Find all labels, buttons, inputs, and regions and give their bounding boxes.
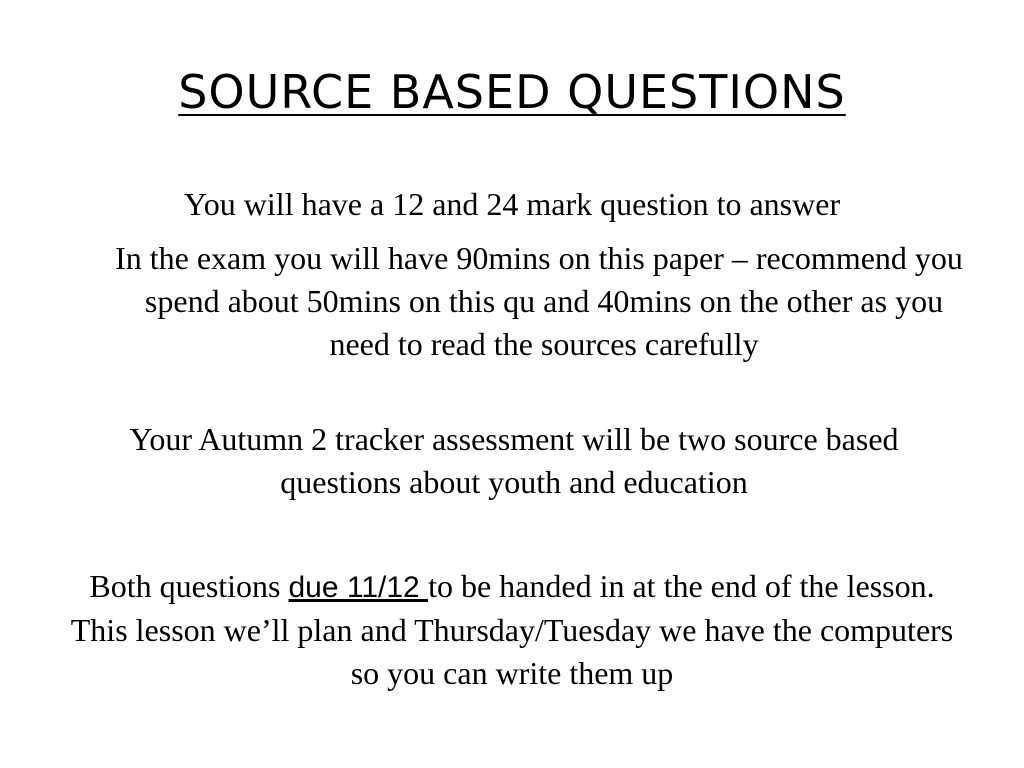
- due-date-text: due 11/12: [288, 571, 429, 604]
- slide-title-text: SOURCE BASED QUESTIONS: [178, 65, 846, 119]
- slide-title: [0, 62, 1024, 122]
- paragraph-exam-timing: In the exam you will have 90mins on this paper – recommend you spend about 50mins on this qu and 40mins on the other as you need to read the sources carefully: [115, 240, 963, 362]
- due-intro-text: Both questions: [89, 568, 289, 604]
- paragraph-question-marks: You will have a 12 and 24 mark question to answer: [183, 186, 841, 222]
- due-details-text: to be handed in at the end of the lesson. This lesson we’ll plan and Thursday/Tuesday we have the computers so you can write them up: [70, 568, 954, 691]
- paragraph-tracker-assessment: Your Autumn 2 tracker assessment will be two source based questions about youth and education: [129, 421, 899, 500]
- paragraph-due-date: [60, 565, 964, 695]
